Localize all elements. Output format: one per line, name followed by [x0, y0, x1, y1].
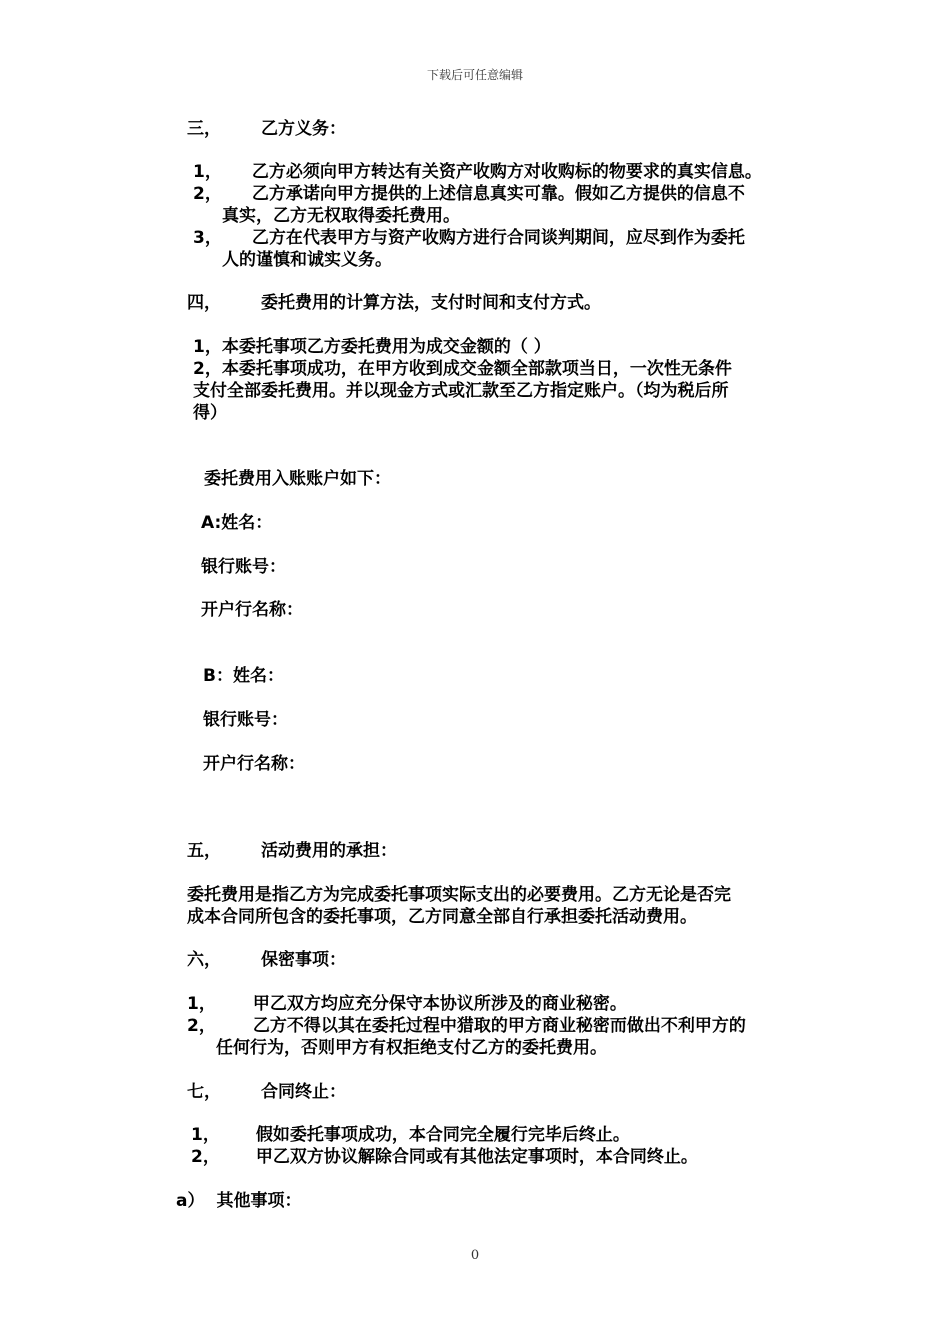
section-title: 保密事项： [261, 950, 346, 970]
section-number: 三， [187, 119, 221, 139]
section-number: a） [176, 1191, 205, 1211]
item-number: 1， [191, 1125, 220, 1145]
item-continuation: 任何行为，否则甲方有权拒绝支付乙方的委托费用。 [216, 1038, 607, 1058]
section-heading-7 [187, 1081, 346, 1103]
item-text: 甲乙双方协议解除合同或有其他法定事项时，本合同终止。 [255, 1147, 698, 1167]
page-number: 0 [470, 1248, 480, 1263]
account-b-bank-name: 开户行名称： [203, 754, 305, 774]
item-number: 1， [187, 994, 216, 1014]
list-item: 2，本委托事项成功，在甲方收到成交金额全部款项当日，一次性无条件 [193, 359, 732, 379]
section-number: 七， [187, 1082, 221, 1102]
list-item [187, 1015, 746, 1037]
section-title: 委托费用的计算方法，支付时间和支付方式。 [261, 293, 601, 313]
section-number: 六， [187, 950, 221, 970]
section-heading-5 [187, 840, 397, 862]
item-continuation: 得） [193, 403, 227, 423]
account-a-bank-number: 银行账号： [201, 557, 286, 577]
paragraph-line: 委托费用是指乙方为完成委托事项实际支出的必要费用。乙方无论是否完 [187, 885, 731, 905]
section-heading-6 [187, 949, 346, 971]
item-text: 乙方必须向甲方转达有关资产收购方对收购标的物要求的真实信息。 [251, 162, 762, 182]
item-number: 3， [193, 228, 222, 248]
list-item [193, 161, 762, 183]
item-text: 甲乙双方均应充分保守本协议所涉及的商业秘密。 [252, 994, 627, 1014]
item-continuation: 人的谨慎和诚实义务。 [222, 250, 392, 270]
section-title: 合同终止： [261, 1082, 346, 1102]
section-title: 乙方义务： [261, 119, 346, 139]
section-heading-4 [187, 292, 601, 314]
account-b-bank-number: 银行账号： [203, 710, 288, 730]
section-number: 四， [187, 293, 221, 313]
account-a-name: A:姓名： [201, 513, 273, 533]
page-header: 下载后可任意编辑 [426, 68, 523, 82]
item-number: 2， [193, 184, 222, 204]
item-continuation: 支付全部委托费用。并以现金方式或汇款至乙方指定账户。（均为税后所 [193, 381, 729, 401]
item-number: 1， [193, 162, 222, 182]
item-text: 假如委托事项成功，本合同完全履行完毕后终止。 [255, 1125, 630, 1145]
item-text: 乙方承诺向甲方提供的上述信息真实可靠。假如乙方提供的信息不 [251, 184, 745, 204]
list-item: 1，本委托事项乙方委托费用为成交金额的（ ） [193, 337, 551, 357]
section-title: 其他事项： [216, 1191, 302, 1211]
account-b-name: B：姓名： [203, 666, 284, 686]
section-heading-3 [187, 118, 346, 140]
item-number: 2， [187, 1016, 216, 1036]
list-item [193, 227, 745, 249]
item-text: 乙方在代表甲方与资产收购方进行合同谈判期间，应尽到作为委托 [251, 228, 745, 248]
section-title: 活动费用的承担： [261, 841, 397, 861]
account-heading: 委托费用入账账户如下： [204, 469, 391, 489]
list-item [191, 1124, 630, 1146]
item-number: 2， [191, 1147, 220, 1167]
list-item [193, 183, 745, 205]
section-number: 五， [187, 841, 221, 861]
item-continuation: 真实，乙方无权取得委托费用。 [222, 206, 460, 226]
section-heading-other [176, 1190, 301, 1212]
account-a-bank-name: 开户行名称： [201, 600, 303, 620]
item-text: 乙方不得以其在委托过程中猎取的甲方商业秘密而做出不利甲方的 [252, 1016, 746, 1036]
list-item [187, 993, 627, 1015]
list-item [191, 1146, 698, 1168]
paragraph-line: 成本合同所包含的委托事项，乙方同意全部自行承担委托活动费用。 [187, 907, 697, 927]
